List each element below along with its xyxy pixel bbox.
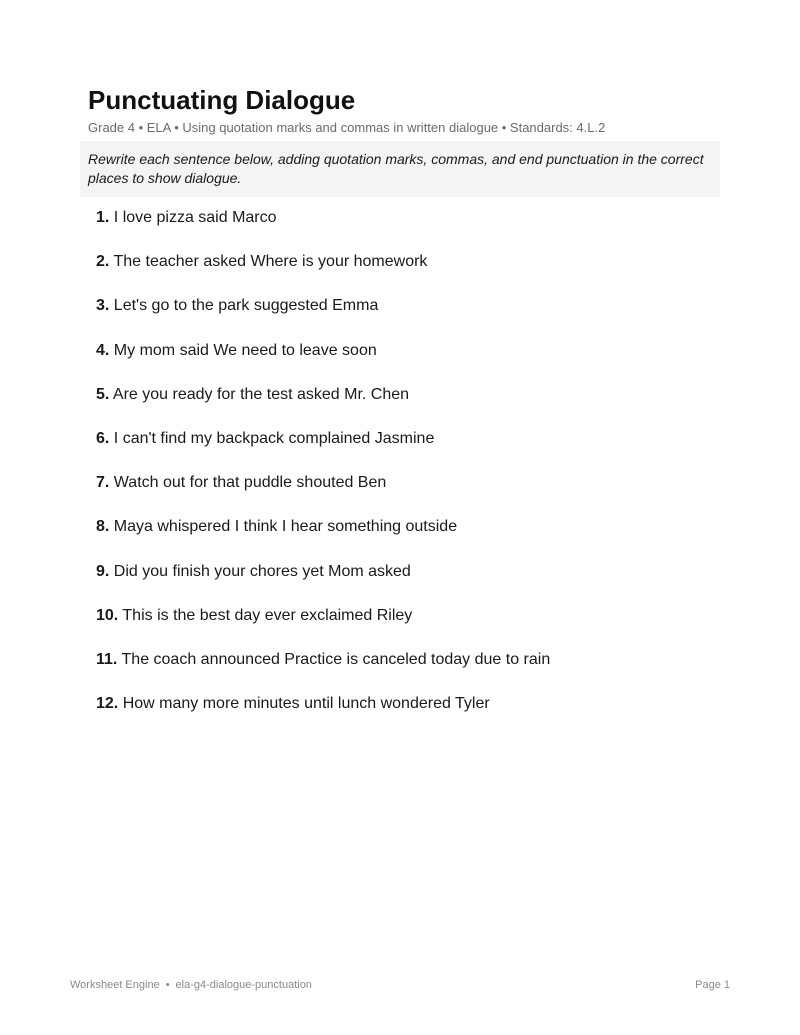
question-text: Let's go to the park suggested Emma bbox=[113, 297, 379, 315]
question-item bbox=[96, 516, 550, 560]
question-number: 3. bbox=[96, 297, 110, 315]
footer-separator: • bbox=[165, 979, 170, 991]
question-number: 7. bbox=[96, 474, 110, 492]
question-number: 6. bbox=[96, 429, 110, 447]
question-text: How many more minutes until lunch wondered Tyler bbox=[122, 695, 490, 713]
page-subtitle: Grade 4 • ELA • Using quotation marks and commas in written dialogue • Standards: 4.L.2 bbox=[88, 120, 606, 135]
question-item bbox=[96, 384, 550, 428]
question-item bbox=[96, 649, 550, 693]
question-number: 10. bbox=[96, 606, 119, 624]
question-text: I love pizza said Marco bbox=[113, 209, 277, 226]
question-number: 9. bbox=[96, 562, 110, 580]
question-number: 12. bbox=[96, 695, 119, 713]
question-text: Did you finish your chores yet Mom asked bbox=[113, 562, 411, 580]
question-number: 11. bbox=[96, 650, 118, 668]
question-item bbox=[96, 207, 550, 251]
question-number: 1. bbox=[96, 209, 110, 226]
footer-worksheet-id: ela-g4-dialogue-punctuation bbox=[175, 979, 312, 991]
question-text: Watch out for that puddle shouted Ben bbox=[113, 474, 387, 492]
question-item bbox=[96, 428, 550, 472]
instructions-box: Rewrite each sentence below, adding quotation marks, commas, and end punctuation in the correct places to show dialogue. bbox=[80, 141, 720, 197]
question-text: The teacher asked Where is your homework bbox=[113, 253, 428, 271]
question-text: This is the best day ever exclaimed Riley bbox=[122, 606, 413, 624]
question-item bbox=[96, 472, 550, 516]
question-text: Are you ready for the test asked Mr. Chen bbox=[112, 385, 410, 403]
question-item bbox=[96, 605, 550, 649]
question-number: 8. bbox=[96, 518, 110, 536]
footer-left bbox=[70, 978, 312, 992]
question-item bbox=[96, 693, 550, 737]
question-number: 4. bbox=[96, 341, 110, 359]
question-number: 2. bbox=[96, 253, 110, 271]
footer-page-number: Page 1 bbox=[695, 979, 730, 991]
question-text: The coach announced Practice is canceled today due to rain bbox=[121, 650, 551, 668]
question-number: 5. bbox=[96, 385, 110, 403]
question-text: My mom said We need to leave soon bbox=[113, 341, 377, 359]
footer-engine: Worksheet Engine bbox=[70, 979, 160, 991]
question-item bbox=[96, 561, 550, 605]
question-item bbox=[96, 295, 550, 339]
question-item bbox=[96, 251, 550, 295]
question-text: Maya whispered I think I hear something outside bbox=[113, 518, 458, 536]
page-title: Punctuating Dialogue bbox=[88, 85, 356, 115]
question-text: I can't find my backpack complained Jasmine bbox=[113, 429, 435, 447]
question-list bbox=[96, 207, 550, 737]
question-item bbox=[96, 340, 550, 384]
